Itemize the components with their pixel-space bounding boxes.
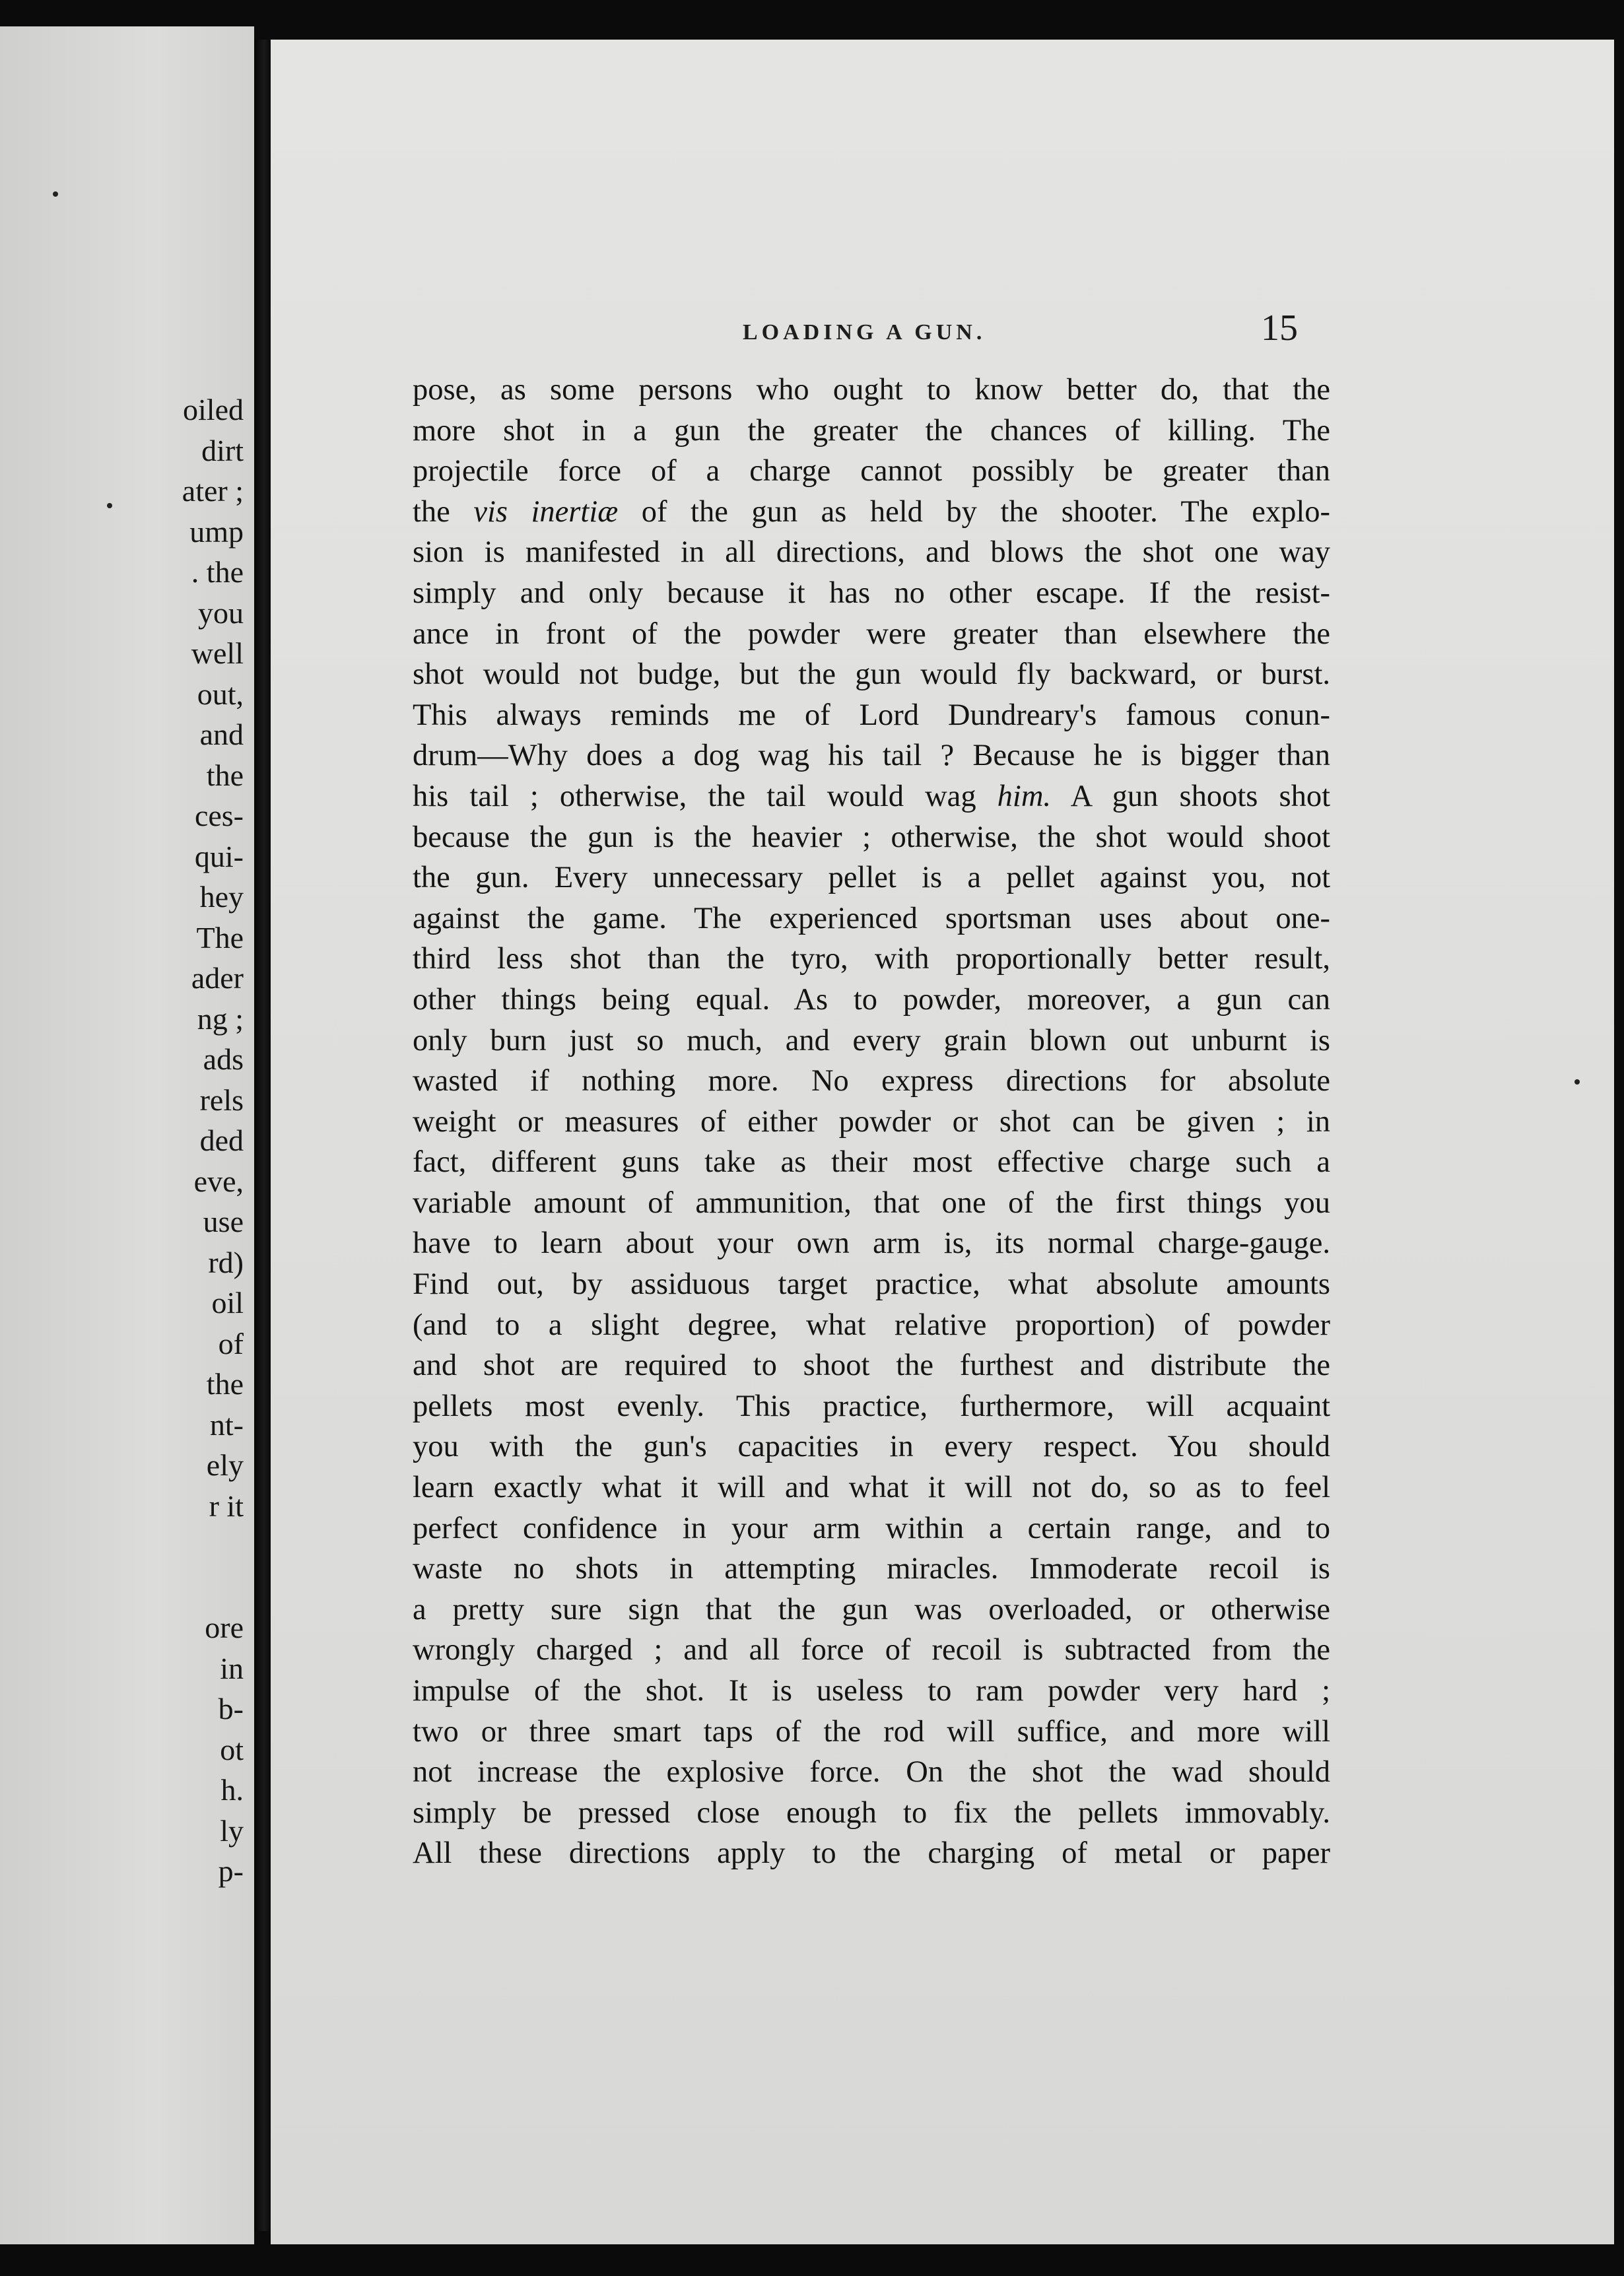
left-page-fragment-line: . the [191,555,244,589]
print-speck [53,191,58,197]
left-page-fragment-line: qui- [194,839,244,873]
body-text-line: All these directions apply to the charging of metal or paper [413,1836,1330,1871]
left-page-fragment-line: dirt [201,433,244,467]
body-text-line: perfect confidence in your arm within a certain range, and to [413,1511,1330,1545]
page-header [271,294,1614,347]
left-page-fragment-line: b- [218,1692,244,1725]
body-text-line: against the game. The experienced sportsman uses about one- [413,901,1330,935]
body-text-line: sion is manifested in all directions, and blows the shot one way [413,535,1330,570]
body-text-line: impulse of the shot. It is useless to ram powder very hard ; [413,1674,1330,1708]
body-text-line: because the gun is the heavier ; otherwise, the shot would shoot [413,820,1330,854]
left-page-fragment-line: oil [211,1286,244,1320]
body-text-line: ance in front of the powder were greater than elsewhere the [413,617,1330,651]
body-text-line: his tail ; otherwise, the tail would wag him. A gun shoots shot [413,779,1330,813]
left-page-fragment-line: nt- [209,1407,244,1442]
left-page-fragment-line: and [199,718,244,751]
body-text-line: third less shot than the tyro, with proportionally better result, [413,942,1330,976]
body-text-line: pellets most evenly. This practice, furthermore, will acquaint [413,1389,1330,1423]
body-text-line: simply be pressed close enough to fix the pellets immovably. [413,1795,1330,1830]
left-page-fragment-line: ly [220,1813,244,1848]
left-page-fragment-line: rels [199,1083,244,1117]
left-page-fragment-line: ore [205,1611,244,1644]
left-page-text-fragments [56,389,254,1892]
left-page-fragment-line: oiled [183,393,244,426]
body-text-line: only burn just so much, and every grain blown out unburnt is [413,1023,1330,1057]
body-text-line: wrongly charged ; and all force of recoil is subtracted from the [413,1633,1330,1667]
body-text-line: variable amount of ammunition, that one of the first things you [413,1186,1330,1220]
left-page-fragment-line: ng ; [197,1001,244,1036]
book-gutter [254,40,271,2231]
left-page-fragment-line: well [191,636,244,670]
body-text-line: not increase the explosive force. On the shot the wad should [413,1755,1330,1790]
left-page-fragment-line: out, [197,677,244,711]
left-page-fragment-line: the [206,758,244,792]
left-page-fragment-line: eve, [193,1164,244,1198]
print-speck [107,503,112,508]
left-page-fragment-line: ads [203,1042,244,1076]
body-text-line: fact, different guns take as their most effective charge such a [413,1145,1330,1180]
body-text-line: other things being equal. As to powder, moreover, a gun can [413,982,1330,1017]
left-page [0,26,254,2244]
body-text-line: pose, as some persons who ought to know better do, that the [413,373,1330,407]
body-text-line: waste no shots in attempting miracles. Immoderate recoil is [413,1552,1330,1586]
left-page-fragment-line: The [196,920,244,954]
body-text-line: have to learn about your own arm is, its normal charge-gauge. [413,1226,1330,1261]
left-page-fragment-line: ces- [194,799,244,832]
body-text-line: This always reminds me of Lord Dundreary's famous conun- [413,698,1330,732]
body-text-line: Find out, by assiduous target practice, what absolute amounts [413,1267,1330,1302]
body-text-line: projectile force of a charge cannot possibly be greater than [413,454,1330,488]
body-text-line: weight or measures of either powder or shot can be given ; in [413,1104,1330,1139]
left-page-fragment-line: of [218,1326,244,1360]
left-page-fragment-line: in [220,1651,244,1685]
left-page-fragment-line: ot [220,1732,244,1766]
left-page-fragment-line [56,1567,254,1608]
left-page-fragment-line: ump [189,514,244,549]
right-page [271,40,1614,2244]
left-page-fragment-line: hey [199,880,244,914]
body-text [413,370,1330,1874]
left-page-fragment-line: you [198,595,244,630]
page-number: 15 [1261,308,1298,349]
running-title: LOADING A GUN. [743,320,986,345]
left-page-fragment-line: h. [220,1773,244,1807]
body-text-line: the gun. Every unnecessary pellet is a pellet against you, not [413,861,1330,895]
left-page-fragment-line: the [206,1367,244,1401]
left-page-fragment-line [56,1526,254,1567]
body-text-line: and shot are required to shoot the furthest and distribute the [413,1349,1330,1383]
body-text-line: drum—Why does a dog wag his tail ? Because he is bigger than [413,739,1330,773]
body-text-line: learn exactly what it will and what it will not do, so as to feel [413,1471,1330,1505]
left-page-fragment-line: use [203,1205,244,1238]
left-page-fragment-line: p- [218,1854,244,1888]
body-text-line: (and to a slight degree, what relative proportion) of powder [413,1308,1330,1342]
body-text-line: two or three smart taps of the rod will suffice, and more will [413,1714,1330,1749]
left-page-fragment-line: ader [191,961,244,995]
italic-phrase: vis inertiæ [473,494,619,529]
left-page-fragment-line: ded [199,1123,244,1157]
body-text-line: wasted if nothing more. No express directions for absolute [413,1064,1330,1098]
left-page-fragment-line: r it [209,1489,244,1523]
body-text-line: you with the gun's capacities in every respect. You should [413,1430,1330,1464]
body-text-line: the vis inertiæ of the gun as held by the shooter. The explo- [413,494,1330,529]
italic-phrase: him. [997,779,1052,813]
body-text-line: more shot in a gun the greater the chances of killing. The [413,413,1330,448]
left-page-fragment-line: rd) [208,1245,244,1279]
left-page-fragment-line: ely [206,1448,244,1482]
left-page-fragment-line: ater ; [182,474,244,508]
body-text-line: a pretty sure sign that the gun was overloaded, or otherwise [413,1592,1330,1626]
body-text-line: simply and only because it has no other escape. If the resist- [413,576,1330,610]
body-text-line: shot would not budge, but the gun would fly backward, or burst. [413,657,1330,692]
print-speck [1574,1079,1580,1085]
